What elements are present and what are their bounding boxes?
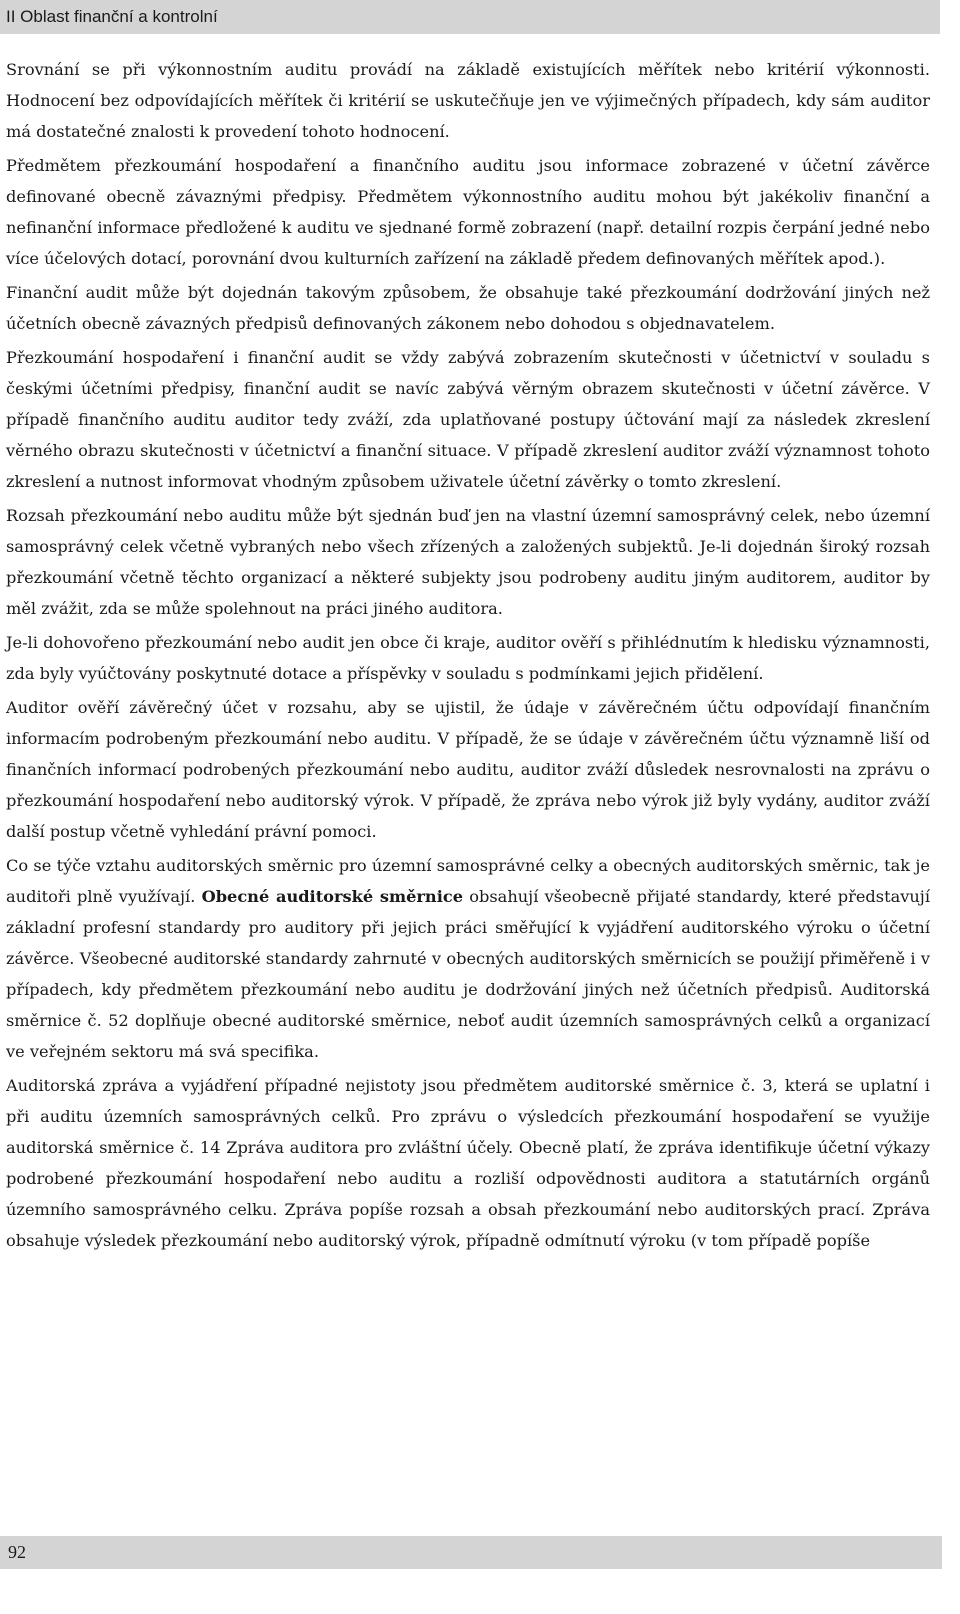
paragraph-text-before: Co se týče vztahu auditorských směrnic pro územní samosprávné celky a obecných auditorských směrnic, tak je auditoři plně využívají. (6, 856, 930, 906)
running-footer (0, 1536, 942, 1569)
page-number: 92 (8, 1542, 26, 1562)
chapter-title: II Oblast finanční a kontrolní (6, 7, 218, 26)
paragraph: Srovnání se při výkonnostním auditu provádí na základě existujících měřítek nebo kritérií výkonnosti. Hodnocení bez odpovídajících měřítek či kritérií se uskutečňuje jen ve výjimečných případech, kdy sám auditor má dostatečné znalosti k provedení tohoto hodnocení. (6, 60, 930, 141)
paragraph-with-emphasis (6, 850, 930, 1067)
paragraph: Auditor ověří závěrečný účet v rozsahu, aby se ujistil, že údaje v závěrečném účtu odpovídají finančním informacím podrobeným přezkoumání nebo auditu. V případě, že se údaje v závěrečném účtu významně liší od finančních informací podrobených přezkoumání nebo auditu, auditor zváží důsledek nesrovnalosti na zprávu o přezkoumání hospodaření nebo auditorský výrok. V případě, že zpráva nebo výrok již byly vydány, auditor zváží další postup včetně vyhledání právní pomoci. (6, 698, 930, 841)
running-header (0, 0, 940, 34)
emphasized-term: Obecné auditorské směrnice (201, 887, 464, 906)
paragraph: Rozsah přezkoumání nebo auditu může být sjednán buď jen na vlastní územní samosprávný celek, nebo územní samosprávný celek včetně vybraných nebo všech zřízených a založených subjektů. Je-li dojednán široký rozsah přezkoumání včetně těchto organizací a některé subjekty jsou podrobeny auditu jiným auditorem, auditor by měl zvážit, zda se může spolehnout na práci jiného auditora. (6, 506, 930, 618)
body-text (6, 54, 930, 1259)
paragraph: Předmětem přezkoumání hospodaření a finančního auditu jsou informace zobrazené v účetní závěrce definované obecně závaznými předpisy. Předmětem výkonnostního auditu mohou být jakékoliv finanční a nefinanční informace předložené k auditu ve sjednané formě zobrazení (např. detailní rozpis čerpání jedné nebo více účelových dotací, porovnání dvou kulturních zařízení na základě předem definovaných měřítek apod.). (6, 156, 930, 268)
paragraph-text-after: obsahují všeobecně přijaté standardy, které představují základní profesní standardy pro auditory při jejich práci směřující k vyjádření auditorského výroku o účetní závěrce. Všeobecné auditorské standardy zahrnuté v obecných auditorských směrnicích se použijí přiměřeně i v případech, kdy předmětem přezkoumání nebo auditu je dodržování jiných než účetních předpisů. Auditorská směrnice č. 52 doplňuje obecné auditorské směrnice, neboť audit územních samosprávných celků a organizací ve veřejném sektoru má svá specifika. (6, 887, 931, 1061)
paragraph: Je-li dohovořeno přezkoumání nebo audit jen obce či kraje, auditor ověří s přihlédnutím k hledisku významnosti, zda byly vyúčtovány poskytnuté dotace a příspěvky v souladu s podmínkami jejich přidělení. (6, 633, 930, 683)
paragraph: Přezkoumání hospodaření i finanční audit se vždy zabývá zobrazením skutečnosti v účetnictví v souladu s českými účetními předpisy, finanční audit se navíc zabývá věrným obrazem skutečnosti v účetní závěrce. V případě finančního auditu auditor tedy zváží, zda uplatňované postupy účtování mají za následek zkreslení věrného obrazu skutečnosti v účetnictví a finanční situace. V případě zkreslení auditor zváží významnost tohoto zkreslení a nutnost informovat vhodným způsobem uživatele účetní závěrky o tomto zkreslení. (6, 348, 930, 491)
paragraph: Finanční audit může být dojednán takovým způsobem, že obsahuje také přezkoumání dodržování jiných než účetních obecně závazných předpisů definovaných zákonem nebo dohodou s objednavatelem. (6, 283, 930, 333)
paragraph: Auditorská zpráva a vyjádření případné nejistoty jsou předmětem auditorské směrnice č. 3, která se uplatní i při auditu územních samosprávných celků. Pro zprávu o výsledcích přezkoumání hospodaření se využije auditorská směrnice č. 14 Zpráva auditora pro zvláštní účely. Obecně platí, že zpráva identifikuje účetní výkazy podrobené přezkoumání hospodaření nebo auditu a rozliší odpovědnosti auditora a statutárních orgánů územního samosprávného celku. Zpráva popíše rozsah a obsah přezkoumání nebo auditorských prací. Zpráva obsahuje výsledek přezkoumání nebo auditorský výrok, případně odmítnutí výroku (v tom případě popíše (6, 1076, 930, 1250)
